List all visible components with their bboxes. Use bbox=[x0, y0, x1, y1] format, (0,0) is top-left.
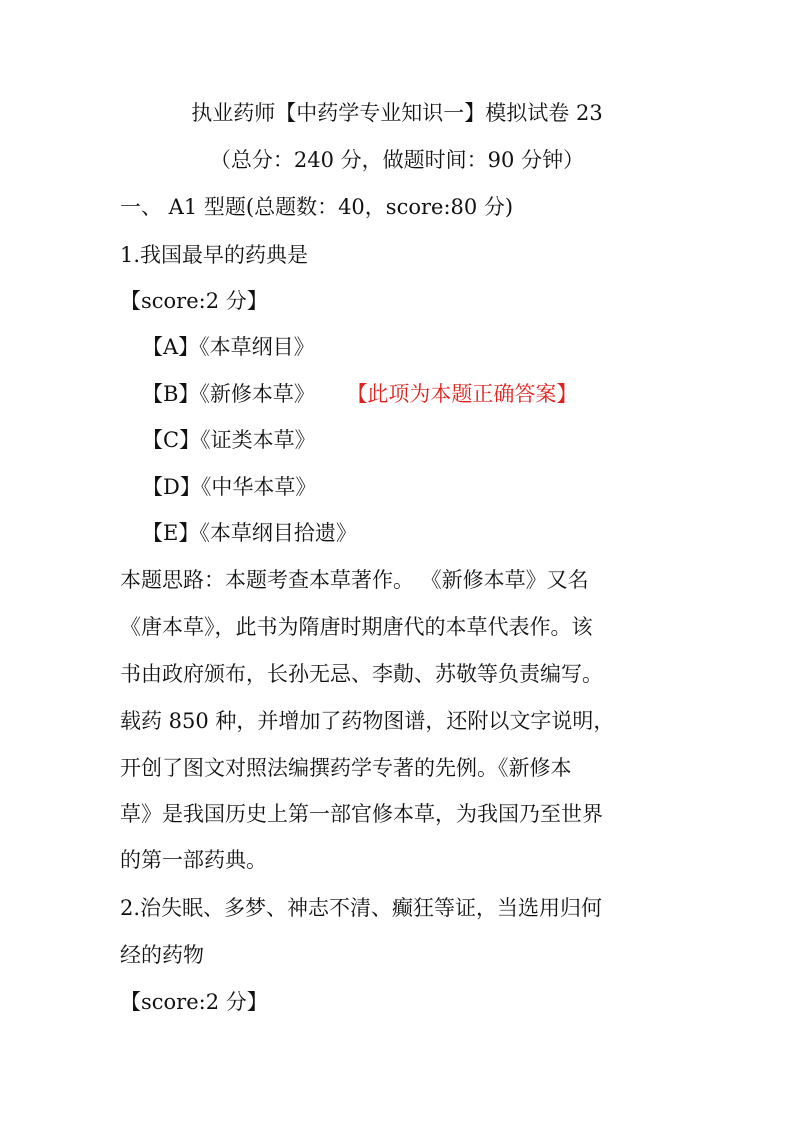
question-1-option-b: 【B】《新修本草》 bbox=[142, 382, 315, 406]
explanation-line: 《唐本草》，此书为隋唐时期唐代的本草代表作。该 bbox=[120, 615, 593, 639]
document-subtitle: （总分：240 分，做题时间：90 分钟） bbox=[209, 148, 585, 172]
explanation-line: 的第一部药典。 bbox=[120, 848, 267, 872]
explanation-line: 开创了图文对照法编撰药学专著的先例。《新修本 bbox=[120, 756, 572, 780]
explanation-line: 书由政府颁布，长孙无忌、李勣、苏敬等负责编写。 bbox=[120, 662, 603, 686]
question-1-option-b-row bbox=[142, 379, 577, 409]
explanation-line: 草》是我国历史上第一部官修本草，为我国乃至世界 bbox=[120, 802, 603, 826]
question-2-stem-line: 2.治失眠、多梦、神志不清、癫狂等证，当选用归何 bbox=[120, 896, 603, 920]
question-1-option-a: 【A】《本草纲目》 bbox=[142, 335, 315, 359]
section-heading: 一、 A1 型题(总题数：40，score:80 分) bbox=[120, 195, 514, 219]
document-title: 执业药师【中药学专业知识一】模拟试卷 23 bbox=[191, 101, 603, 125]
question-1-score: 【score:2 分】 bbox=[120, 289, 268, 313]
question-1-option-e: 【E】《本草纲目拾遗》 bbox=[142, 521, 357, 545]
question-2-score: 【score:2 分】 bbox=[120, 990, 268, 1014]
question-1-option-d: 【D】《中华本草》 bbox=[142, 475, 317, 499]
explanation-line: 载药 850 种，并增加了药物图谱，还附以文字说明， bbox=[120, 709, 615, 733]
question-2-stem-line: 经的药物 bbox=[120, 943, 204, 967]
question-1-stem: 1.我国最早的药典是 bbox=[120, 243, 309, 267]
question-1-option-c: 【C】《证类本草》 bbox=[142, 428, 316, 452]
explanation-line: 本题思路：本题考查本草著作。 《新修本草》又名 bbox=[120, 568, 589, 592]
correct-answer-mark: 【此项为本题正确答案】 bbox=[356, 382, 578, 406]
